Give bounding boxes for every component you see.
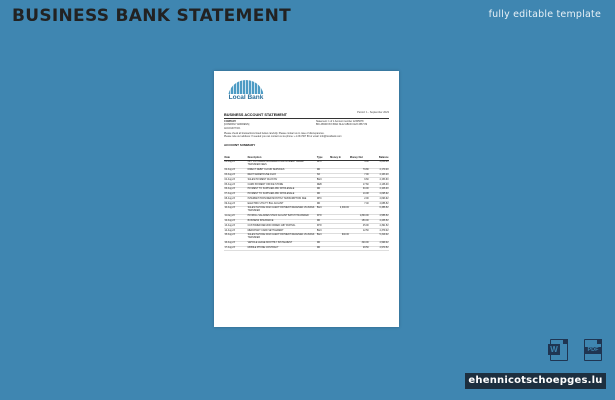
row-description: CARD PAYMENT OFFICE STORE <box>247 183 316 188</box>
company-address: [COMPANY ADDRESS] <box>224 123 250 127</box>
row-money-out: 7.00 <box>349 173 369 178</box>
company-block <box>224 120 249 130</box>
row-money-out: 1,800.00 <box>349 214 369 219</box>
row-money-out: 28.50 <box>349 246 369 251</box>
column-header-description: Description <box>247 155 316 161</box>
row-balance: 4,379.02 <box>369 229 389 234</box>
account-line-2: BIC ABCDXXX IBAN NL12 ABCD 0123 4567 89 <box>316 123 368 127</box>
company-name: COMPANY <box>224 120 237 123</box>
row-money-out: 10.08 <box>349 192 369 197</box>
column-header-balance: Balance <box>369 155 389 161</box>
row-date: 14 Aug 23 <box>224 229 247 234</box>
row-date: 06 Aug 23 <box>224 187 247 192</box>
table-row <box>224 207 389 215</box>
row-date: 17 Aug 23 <box>224 246 247 251</box>
row-money-out <box>349 207 369 215</box>
company-account: ACCOUNT NO. <box>224 126 241 130</box>
row-description: INTERNET PROVIDER MONTHLY SUBSCRIPTION FEE <box>247 197 316 202</box>
row-balance: 4,093.92 <box>369 197 389 202</box>
row-description: PAYMENT TO SUPPLIER ABC WHOLESALE <box>247 187 316 192</box>
row-description: RENT WAREHOUSE 01/23 <box>247 173 316 178</box>
row-type: FPO <box>316 214 329 219</box>
row-date: 15 Aug 23 <box>224 233 247 241</box>
row-description: BUSINESS INSURANCE <box>247 219 316 224</box>
row-description: MOBILE PHONE CONTRACT <box>247 246 316 251</box>
heading-divider <box>224 118 389 119</box>
row-description: CUSTOMER REFUND ORDER 1187 PARTIAL <box>247 224 316 229</box>
row-date: 13 Aug 23 <box>224 224 247 229</box>
account-block <box>316 120 391 127</box>
row-type: BGC <box>316 178 329 183</box>
row-money-out: 9.60 <box>349 178 369 183</box>
row-type: DD <box>316 219 329 224</box>
row-balance: 4,086.52 <box>369 202 389 207</box>
row-type: DEB <box>316 183 329 188</box>
row-date: 07 Aug 23 <box>224 192 247 197</box>
notes-block <box>224 132 389 139</box>
row-date: 04 Aug 23 <box>224 178 247 183</box>
note-line-1: Please check all transactions listed below carefully. Please contact us in case of discrepancies. <box>224 132 325 135</box>
website-badge[interactable]: ehennicotschoepges.lu <box>465 373 606 389</box>
row-date: 03 Aug 23 <box>224 173 247 178</box>
row-money-out: 7.40 <box>349 202 369 207</box>
column-header-date: Date <box>224 155 247 161</box>
statement-period: Period: 1 - September 2023 <box>357 111 389 114</box>
row-balance: 4,970.52 <box>369 246 389 251</box>
row-description: ELECTRIC UTILITY BILL AUGUST <box>247 202 316 207</box>
transactions-table <box>224 155 389 251</box>
row-balance: 4,436.52 <box>369 219 389 224</box>
row-date: 08 Aug 23 <box>224 197 247 202</box>
row-type: DD <box>316 241 329 246</box>
row-date: 01 Aug 23 <box>224 161 247 169</box>
row-money-out: 17.60 <box>349 183 369 188</box>
row-money-out: 320.00 <box>349 241 369 246</box>
row-money-out: 79.80 <box>349 168 369 173</box>
column-header-type: Type <box>316 155 329 161</box>
row-money-in: 940.00 <box>330 233 350 241</box>
row-money-in: 2,300.00 <box>330 207 350 215</box>
page-title: BUSINESS BANK STATEMENT <box>12 6 292 26</box>
table-row <box>224 246 389 251</box>
row-balance: 4,586.52 <box>369 214 389 219</box>
row-description: SALES PAYMENT 01/23 INV <box>247 178 316 183</box>
row-balance: 4,153.60 <box>369 178 389 183</box>
statement-heading: BUSINESS ACCOUNT STATEMENT <box>224 113 288 117</box>
section-title: ACCOUNT SUMMARY <box>224 143 256 147</box>
row-balance: 4,391.52 <box>369 224 389 229</box>
row-type: BGC <box>316 207 329 215</box>
row-description: PAYROLL SALARIES STAFF AUGUST BATCH TRANSFER <box>247 214 316 219</box>
row-date: 10 Aug 23 <box>224 207 247 215</box>
bank-logo-text: Local Bank <box>224 94 268 102</box>
row-date: 05 Aug 23 <box>224 183 247 188</box>
row-date: 12 Aug 23 <box>224 219 247 224</box>
row-date: 02 Aug 23 <box>224 168 247 173</box>
row-date: 16 Aug 23 <box>224 241 247 246</box>
row-money-in <box>330 161 350 169</box>
row-description: MERCHANT CARD SETTLEMENT <box>247 229 316 234</box>
table-row <box>224 233 389 241</box>
row-type: DD <box>316 192 329 197</box>
row-type: DPC <box>316 197 329 202</box>
row-type: DD <box>316 168 329 173</box>
row-date: 09 Aug 23 <box>224 202 247 207</box>
row-money-in <box>330 246 350 251</box>
page-subtitle: fully editable template <box>488 9 601 20</box>
row-balance: 5,319.02 <box>369 233 389 241</box>
row-type: SO <box>316 173 329 178</box>
row-money-out: 2.00 <box>349 197 369 202</box>
word-format-button[interactable] <box>548 338 570 362</box>
row-description: VEHICLE LEASE MONTHLY INSTALMENT <box>247 241 316 246</box>
row-description: SALES INVOICE 0043 CLIENT PAYMENT RECEIVED VIA BANK TRANSFER <box>247 234 315 240</box>
transactions-body <box>224 161 389 251</box>
row-type: BGC <box>316 229 329 234</box>
statement-preview[interactable] <box>214 71 399 327</box>
table-row <box>224 161 389 169</box>
row-description: SALES INVOICE 0042 CLIENT PAYMENT RECEIVED VIA BANK TRANSFER <box>247 207 315 213</box>
pdf-format-button[interactable] <box>582 338 604 362</box>
row-balance: 4,250.00 <box>369 161 389 169</box>
bank-logo <box>224 80 268 104</box>
row-money-out <box>349 233 369 241</box>
row-money-out: 12.50 <box>349 229 369 234</box>
row-type: DD <box>316 246 329 251</box>
row-type: DPC <box>316 161 329 169</box>
row-money-out: 30.00 <box>349 187 369 192</box>
row-description: OPT OUT BANK/TRANSFER 07/23 PAYMENT CREDIT TRANSFER FEES <box>247 161 316 169</box>
account-line-1: Statement: 1 of 1 Account number 12345678 <box>316 120 364 123</box>
note-line-2: Please note our address: If needed you can contact us via phone: +1 234 567 89 or email: info@localbank.com <box>224 135 342 139</box>
row-type: BGC <box>316 233 329 241</box>
row-balance: 4,163.20 <box>369 173 389 178</box>
row-type: DD <box>316 202 329 207</box>
row-balance: 4,136.00 <box>369 183 389 188</box>
word-icon: W <box>548 344 560 355</box>
row-balance: 4,999.02 <box>369 241 389 246</box>
row-money-out: 45.00 <box>349 224 369 229</box>
row-money-out: 4.00 <box>349 161 369 169</box>
column-header-money-in: Money In <box>330 155 350 161</box>
row-description: DIRECT DEBIT CLOUD SERVICES <box>247 168 316 173</box>
pdf-icon: PDF <box>585 347 601 354</box>
row-type: DD <box>316 187 329 192</box>
column-header-money-out: Money Out <box>349 155 369 161</box>
row-type: FPO <box>316 224 329 229</box>
row-balance: 4,106.00 <box>369 187 389 192</box>
row-balance: 6,386.52 <box>369 207 389 215</box>
row-balance: 4,095.92 <box>369 192 389 197</box>
row-date: 11 Aug 23 <box>224 214 247 219</box>
row-money-out: 150.00 <box>349 219 369 224</box>
row-description: PAYMENT TO SUPPLIER ABC WHOLESALE <box>247 192 316 197</box>
row-balance: 4,170.20 <box>369 168 389 173</box>
